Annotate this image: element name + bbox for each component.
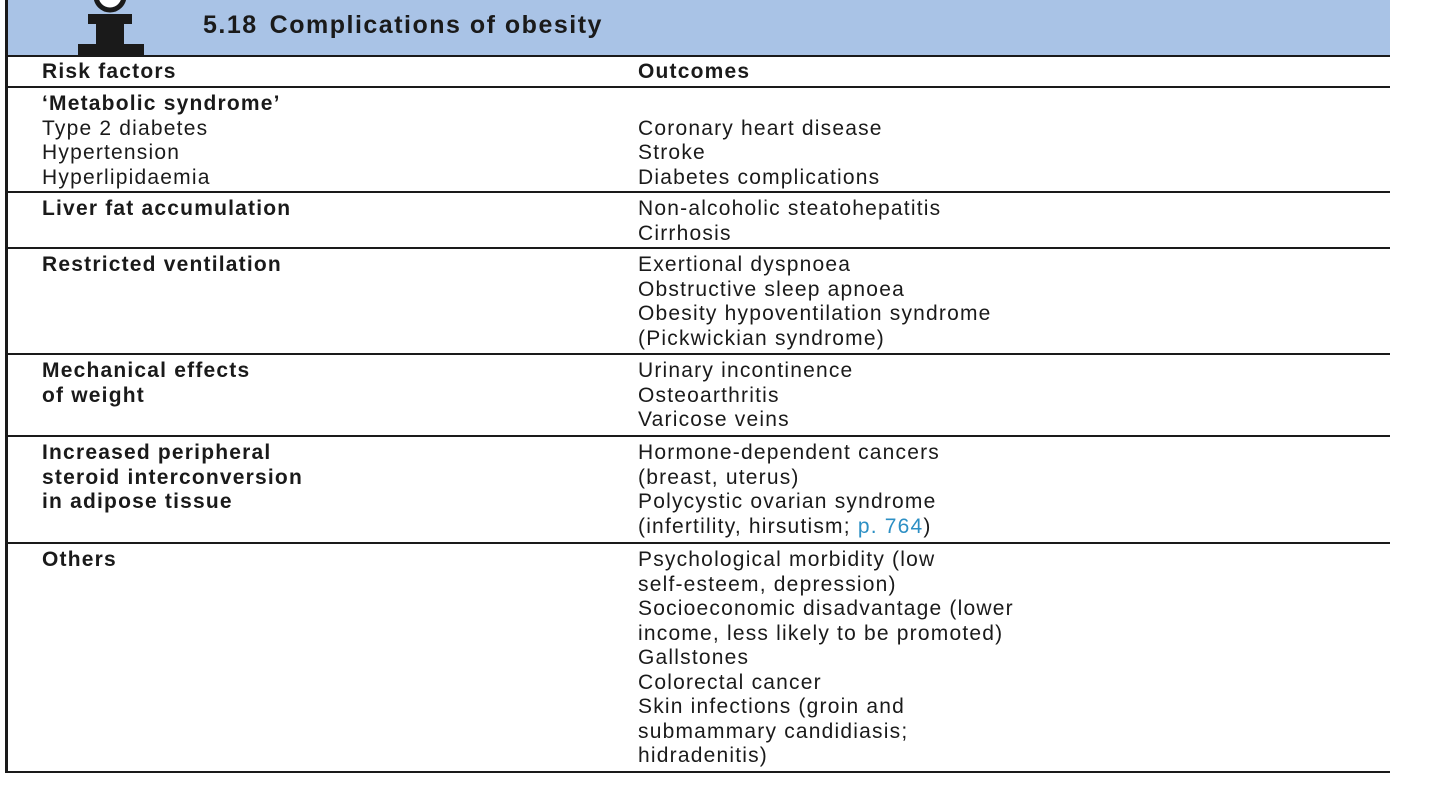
- outcome-line: Gallstones: [638, 646, 750, 669]
- outcome-cell: [638, 359, 853, 433]
- outcome-line: Hormone-dependent cancers: [638, 441, 940, 464]
- table-row: [8, 249, 1390, 355]
- header-outcomes: Outcomes: [638, 60, 751, 83]
- page-reference-link[interactable]: p. 764: [857, 514, 924, 538]
- risk-line: ‘Metabolic syndrome’: [42, 92, 281, 115]
- table-row: [8, 193, 1390, 249]
- risk-cell: [42, 92, 281, 190]
- header-row: [8, 57, 1390, 88]
- outcome-line: Polycystic ovarian syndrome: [638, 490, 937, 513]
- info-icon: [58, 0, 150, 57]
- outcome-line: Non-alcoholic steatohepatitis: [638, 197, 942, 220]
- table-row: [8, 437, 1390, 544]
- complications-table: [5, 0, 1390, 773]
- outcome-line: Diabetes complications: [638, 165, 881, 189]
- risk-line: of weight: [42, 383, 145, 407]
- outcome-line: Varicose veins: [638, 408, 790, 431]
- outcome-line: Colorectal cancer: [638, 670, 822, 694]
- outcome-text: (infertility, hirsutism;: [638, 514, 858, 538]
- risk-line: Hyperlipidaemia: [42, 165, 211, 189]
- outcome-line: Exertional dyspnoea: [638, 253, 852, 276]
- risk-line: Others: [42, 548, 117, 571]
- header-risk-factors: Risk factors: [42, 60, 177, 83]
- outcome-line: self-esteem, depression): [638, 572, 897, 596]
- risk-cell: [42, 197, 291, 222]
- outcome-line: (Pickwickian syndrome): [638, 326, 885, 350]
- risk-line: in adipose tissue: [42, 490, 233, 513]
- outcome-line: Socioeconomic disadvantage (lower: [638, 597, 1014, 620]
- outcome-line: income, less likely to be promoted): [638, 621, 1004, 645]
- outcome-line: hidradenitis): [638, 744, 768, 767]
- outcome-line: Stroke: [638, 141, 706, 164]
- risk-cell: [42, 548, 117, 573]
- outcome-text: ): [923, 514, 932, 538]
- table-title-text: Complications of obesity: [269, 11, 603, 39]
- table-row: [8, 88, 1390, 193]
- table-row: [8, 544, 1390, 771]
- table-row: [8, 355, 1390, 437]
- outcome-line: Osteoarthritis: [638, 383, 780, 407]
- risk-line: Mechanical effects: [42, 359, 251, 382]
- outcome-cell: [638, 441, 940, 539]
- risk-line: Liver fat accumulation: [42, 197, 292, 220]
- outcome-line: Obstructive sleep apnoea: [638, 277, 905, 301]
- risk-cell: [42, 441, 303, 515]
- outcome-line: Coronary heart disease: [638, 116, 883, 140]
- outcome-line: Skin infections (groin and: [638, 695, 905, 718]
- risk-line: Type 2 diabetes: [42, 116, 209, 140]
- outcome-line: Psychological morbidity (low: [638, 548, 936, 571]
- risk-line: Increased peripheral: [42, 441, 272, 464]
- table-title: [203, 11, 603, 40]
- outcome-cell: [638, 117, 883, 191]
- outcome-cell: [638, 548, 1014, 769]
- risk-line: Restricted ventilation: [42, 253, 282, 276]
- outcome-line: Cirrhosis: [638, 221, 732, 245]
- outcome-cell: [638, 253, 992, 351]
- table-number: 5.18: [203, 11, 258, 39]
- outcome-line: Obesity hypoventilation syndrome: [638, 302, 992, 325]
- outcome-line: (breast, uterus): [638, 465, 800, 489]
- outcome-line: submammary candidiasis;: [638, 719, 909, 743]
- table-title-bar: [8, 0, 1390, 57]
- outcome-line: Urinary incontinence: [638, 359, 854, 382]
- risk-line: steroid interconversion: [42, 465, 303, 489]
- risk-line: Hypertension: [42, 141, 181, 164]
- risk-cell: [42, 359, 250, 408]
- outcome-line: [638, 515, 940, 540]
- outcome-cell: [638, 197, 941, 246]
- risk-cell: [42, 253, 282, 278]
